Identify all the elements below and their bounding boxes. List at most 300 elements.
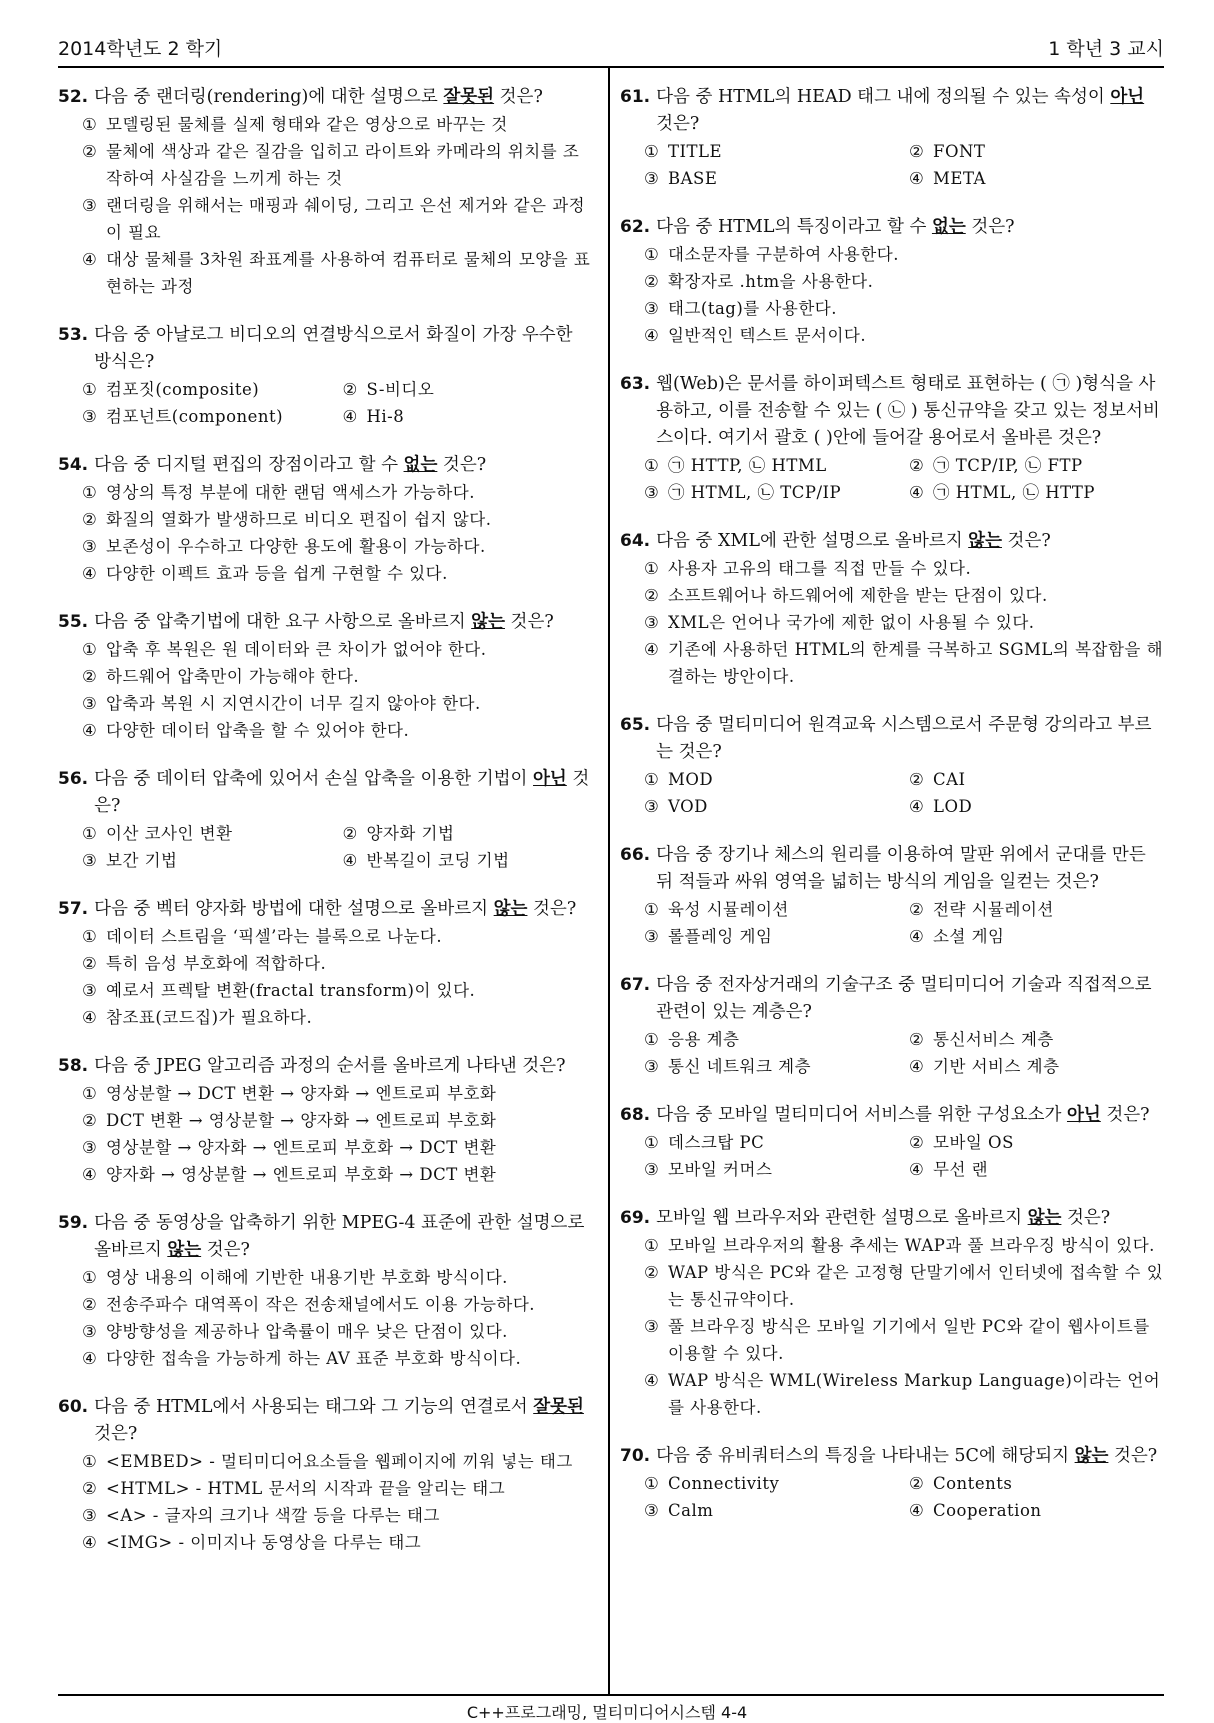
question-text-main: 다음 중 HTML의 특징이라고 할 수 [656,217,932,237]
question-number: 70. [620,1446,651,1466]
option-marker: ④ [644,640,659,659]
answer-option[interactable] [82,820,333,847]
option-marker: ④ [82,721,97,740]
option-marker: ③ [82,851,97,870]
answer-option[interactable] [82,663,593,690]
question-emphasis: 없는 [403,455,438,475]
question [620,1205,1164,1421]
question-text [94,609,593,636]
answer-option[interactable] [82,111,593,138]
option-text: Calm [668,1501,714,1520]
answer-options [620,241,1164,349]
question [58,322,593,430]
option-marker: ④ [909,1160,924,1179]
question-number: 68. [620,1105,651,1125]
option-text: 영상분할 → 양자화 → 엔트로피 부호화 → DCT 변환 [106,1138,497,1157]
answer-option[interactable] [644,609,1164,636]
option-marker: ③ [82,1138,97,1157]
answer-option[interactable] [909,479,1164,506]
option-text: ㉠ HTML, ㉡ TCP/IP [668,483,842,502]
question-text [656,712,1164,766]
answer-option[interactable] [644,241,1164,268]
question-text-tail: 것은? [94,769,590,816]
option-text: S-비디오 [366,380,435,399]
answer-options [58,1264,593,1372]
option-text: 기반 서비스 계층 [933,1057,1060,1076]
question-text-main: 다음 중 유비쿼터스의 특징을 나타내는 5C에 해당되지 [656,1446,1075,1466]
option-text: 통신서비스 계층 [933,1030,1054,1049]
question [58,766,593,874]
option-text: ㉠ HTML, ㉡ HTTP [933,483,1096,502]
question-number: 64. [620,531,651,551]
option-marker: ② [909,1133,924,1152]
option-text: LOD [933,797,973,816]
option-marker: ④ [909,483,924,502]
question-text-main: 다음 중 XML에 관한 설명으로 올바르지 [656,531,969,551]
answer-options [58,1448,593,1556]
option-marker: ① [644,559,659,578]
answer-option[interactable] [644,793,899,820]
answer-option[interactable] [82,923,593,950]
option-text: Contents [933,1474,1013,1493]
option-marker: ② [909,1030,924,1049]
answer-option[interactable] [909,766,1164,793]
option-marker: ④ [82,1165,97,1184]
answer-option[interactable] [82,1107,593,1134]
question-stem [58,84,593,111]
option-marker: ③ [644,299,659,318]
question-number: 67. [620,975,651,995]
option-text: <HTML> - HTML 문서의 시작과 끝을 알리는 태그 [106,1479,506,1498]
option-marker: ② [909,456,924,475]
question [620,84,1164,192]
option-text: 통신 네트워크 계층 [668,1057,812,1076]
question-text-tail: 것은? [201,1240,250,1260]
option-marker: ① [82,1268,97,1287]
option-marker: ② [909,1474,924,1493]
question-text [94,896,593,923]
option-text: Connectivity [668,1474,780,1493]
option-marker: ③ [82,1322,97,1341]
question-text-main: 다음 중 디지털 편집의 장점이라고 할 수 [94,455,404,475]
question [620,371,1164,506]
option-marker: ③ [82,196,97,215]
answer-option[interactable] [644,1232,1164,1259]
answer-option[interactable] [644,1367,1164,1421]
answer-option[interactable] [82,1529,593,1556]
option-text: 태그(tag)를 사용한다. [668,299,837,318]
option-marker: ③ [82,981,97,1000]
column-divider [608,66,610,1694]
option-text: DCT 변환 → 영상분할 → 양자화 → 엔트로피 부호화 [106,1111,497,1130]
option-text: 무선 랜 [933,1160,989,1179]
option-text: 컴포넌트(component) [106,407,284,426]
question-stem [620,1102,1164,1129]
question-stem [620,712,1164,766]
option-text: 특히 음성 부호화에 적합하다. [106,954,327,973]
answer-options [58,636,593,744]
option-text: 모델링된 물체를 실제 형태와 같은 영상으로 바꾸는 것 [106,115,508,134]
question-text [656,1102,1164,1129]
answer-option[interactable] [909,138,1164,165]
answer-option[interactable] [644,555,1164,582]
question-text-main: 다음 중 랜더링(rendering)에 대한 설명으로 [94,87,444,107]
option-marker: ② [909,142,924,161]
answer-option[interactable] [82,847,333,874]
answer-option[interactable] [82,1318,593,1345]
answer-option[interactable] [909,1497,1164,1524]
option-marker: ② [644,1263,659,1282]
answer-option[interactable] [644,138,899,165]
question-stem [58,609,593,636]
answer-option[interactable] [909,452,1164,479]
option-text: 전송주파수 대역폭이 작은 전송채널에서도 이용 가능하다. [106,1295,536,1314]
question-text [656,842,1164,896]
option-text: XML은 언어나 국가에 제한 없이 사용될 수 있다. [668,613,1035,632]
answer-options [620,1026,1164,1080]
option-text: 랜더링을 위해서는 매핑과 쉐이딩, 그리고 은선 제거와 같은 과정이 필요 [106,196,586,242]
option-marker: ② [82,1295,97,1314]
answer-option[interactable] [82,560,593,587]
question-emphasis: 않는 [1074,1446,1109,1466]
question-emphasis: 않는 [968,531,1002,551]
option-text: 다양한 이펙트 효과 등을 쉽게 구현할 수 있다. [106,564,448,583]
option-text: META [933,169,986,188]
answer-option[interactable] [644,1497,899,1524]
question [620,1443,1164,1524]
question-text-main: 웹(Web)은 문서를 하이퍼텍스트 형태로 표현하는 ( ㉠ )형식을 사용하고, 이를 전송할 수 있는 ( ㉡ ) 통신규약을 갖고 있는 정보서비스이다. 여기서 괄호 ( )안에 들어갈 용어로서 올바른 것은? [656,374,1160,448]
option-text: 양자화 기법 [366,824,455,843]
question-text-main: 다음 중 모바일 멀티미디어 서비스를 위한 구성요소가 [656,1105,1067,1125]
answer-option[interactable] [82,1004,593,1031]
question-emphasis: 잘못된 [443,87,495,107]
question-text [94,322,593,376]
option-marker: ① [644,245,659,264]
option-text: <A> - 글자의 크기나 색깔 등을 다루는 태그 [106,1506,440,1525]
option-text: 대소문자를 구분하여 사용한다. [668,245,899,264]
option-marker: ④ [82,250,97,269]
option-text: 영상 내용의 이해에 기반한 내용기반 부호화 방식이다. [106,1268,508,1287]
answer-option[interactable] [644,268,1164,295]
question-text-tail: 것은? [504,612,554,632]
option-text: 모바일 브라우저의 활용 추세는 WAP과 풀 브라우징 방식이 있다. [668,1236,1155,1255]
option-marker: ① [644,1030,659,1049]
answer-option[interactable] [82,479,593,506]
question-number: 56. [58,769,89,789]
option-text: 보간 기법 [106,851,178,870]
page-header [58,34,1164,64]
answer-option[interactable] [343,820,594,847]
answer-option[interactable] [82,1475,593,1502]
option-marker: ③ [644,613,659,632]
answer-option[interactable] [909,1129,1164,1156]
answer-options [58,479,593,587]
option-marker: ② [342,380,358,399]
question-number: 52. [58,87,89,107]
question [58,1210,593,1372]
answer-options [58,376,593,430]
option-text: FONT [933,142,986,161]
question [620,528,1164,690]
question-text [94,452,593,479]
option-marker: ④ [82,564,97,583]
question-text-main: 다음 중 멀티미디어 원격교육 시스템으로서 주문형 강의라고 부르는 것은? [656,715,1152,762]
question-stem [58,452,593,479]
answer-option[interactable] [644,479,899,506]
option-marker: ① [644,142,659,161]
question-number: 54. [58,455,89,475]
question-text [94,1053,593,1080]
option-marker: ① [82,1084,97,1103]
answer-options [620,138,1164,192]
answer-option[interactable] [343,403,594,430]
question-number: 63. [620,374,651,394]
question-number: 58. [58,1056,89,1076]
option-text: Cooperation [933,1501,1042,1520]
question-text-main: 다음 중 압축기법에 대한 요구 사항으로 올바르지 [94,612,472,632]
option-text: 소셜 게임 [933,927,1005,946]
option-text: Hi-8 [366,407,405,426]
question-stem [620,972,1164,1026]
option-text: 사용자 고유의 태그를 직접 만들 수 있다. [668,559,972,578]
question-emphasis: 않는 [1027,1208,1062,1228]
option-text: 압축과 복원 시 지연시간이 너무 길지 않아야 한다. [106,694,481,713]
option-marker: ③ [644,1501,659,1520]
question-text [656,1205,1164,1232]
option-marker: ② [909,900,924,919]
option-marker: ① [644,1474,659,1493]
answer-option[interactable] [82,1448,593,1475]
option-marker: ② [644,586,659,605]
option-text: 하드웨어 압축만이 가능해야 한다. [106,667,360,686]
question-text-main: 다음 중 동영상을 압축하기 위한 MPEG-4 표준에 관한 설명으로 올바르지 [94,1213,585,1260]
answer-option[interactable] [82,690,593,717]
answer-option[interactable] [644,452,899,479]
answer-option[interactable] [82,1345,593,1372]
question-stem [58,896,593,923]
answer-option[interactable] [343,376,594,403]
option-marker: ① [82,824,97,843]
question-emphasis: 잘못된 [533,1397,584,1417]
question-text-tail: 것은? [94,1424,138,1444]
question [620,214,1164,349]
question-text [656,84,1164,138]
option-text: 기존에 사용하던 HTML의 한계를 극복하고 SGML의 복잡함을 해결하는 방안이다. [668,640,1164,686]
question-text-main: 다음 중 장기나 체스의 원리를 이용하여 말판 위에서 군대를 만든 뒤 적들과 싸워 영역을 넓히는 방식의 게임을 일컫는 것은? [656,845,1146,892]
question-emphasis: 않는 [167,1240,202,1260]
option-text: 육성 시뮬레이션 [668,900,789,919]
option-marker: ① [644,900,659,919]
answer-option[interactable] [909,165,1164,192]
answer-option[interactable] [82,1264,593,1291]
answer-option[interactable] [644,636,1164,690]
question-text [656,371,1164,452]
question-text-main: 다음 중 JPEG 알고리즘 과정의 순서를 올바르게 나타낸 것은? [94,1056,566,1076]
option-marker: ③ [644,483,659,502]
answer-option[interactable] [909,896,1164,923]
answer-option[interactable] [644,1156,899,1183]
option-marker: ③ [644,797,659,816]
option-marker: ① [82,483,97,502]
question [58,84,593,300]
question-emphasis: 아닌 [1110,87,1145,107]
question-stem [58,766,593,820]
answer-option[interactable] [909,1053,1164,1080]
answer-option[interactable] [82,1502,593,1529]
question [58,609,593,744]
answer-option[interactable] [82,138,593,192]
answer-option[interactable] [82,533,593,560]
answer-option[interactable] [82,1291,593,1318]
option-marker: ④ [909,927,924,946]
answer-option[interactable] [644,896,899,923]
option-text: 양방향성을 제공하나 압축률이 매우 낮은 단점이 있다. [106,1322,508,1341]
option-text: 이산 코사인 변환 [106,824,233,843]
option-marker: ③ [82,1506,97,1525]
answer-option[interactable] [644,1313,1164,1367]
question-text [94,1210,593,1264]
option-marker: ④ [82,1349,97,1368]
option-text: 반복길이 코딩 기법 [366,851,510,870]
question [620,712,1164,820]
question-stem [620,1443,1164,1470]
answer-options [620,1470,1164,1524]
option-marker: ④ [342,851,358,870]
option-marker: ② [82,954,97,973]
question [620,842,1164,950]
question-stem [620,528,1164,555]
answer-option[interactable] [909,793,1164,820]
answer-option[interactable] [343,847,594,874]
answer-option[interactable] [82,717,593,744]
question [620,1102,1164,1183]
option-marker: ④ [82,1008,97,1027]
option-text: <IMG> - 이미지나 동영상을 다루는 태그 [106,1533,422,1552]
option-text: 소프트웨어나 하드웨어에 제한을 받는 단점이 있다. [668,586,1048,605]
question-text [656,214,1164,241]
header-grade-period: 1 학년 3 교시 [1048,38,1164,60]
option-marker: ① [82,1452,97,1471]
question-text-main: 다음 중 전자상거래의 기술구조 중 멀티미디어 기술과 직접적으로 관련이 있는 계층은? [656,975,1152,1022]
answer-option[interactable] [82,506,593,533]
answer-option[interactable] [644,923,899,950]
option-text: WAP 방식은 WML(Wireless Markup Language)이라는 언어를 사용한다. [668,1371,1161,1417]
question-stem [58,322,593,376]
option-text: 응용 계층 [668,1030,740,1049]
option-text: 모바일 커머스 [668,1160,773,1179]
answer-option[interactable] [82,192,593,246]
answer-option[interactable] [644,1129,899,1156]
option-marker: ④ [909,169,924,188]
option-text: 다양한 접속을 가능하게 하는 AV 표준 부호화 방식이다. [106,1349,522,1368]
question-text-main: 다음 중 데이터 압축에 있어서 손실 압축을 이용한 기법이 [94,769,534,789]
option-marker: ② [909,770,924,789]
option-marker: ① [82,640,97,659]
answer-option[interactable] [644,1259,1164,1313]
answer-option[interactable] [909,1156,1164,1183]
option-text: TITLE [668,142,723,161]
answer-options [620,452,1164,506]
answer-option[interactable] [82,246,593,300]
option-marker: ③ [644,1160,659,1179]
answer-option[interactable] [82,1134,593,1161]
answer-option[interactable] [644,1026,899,1053]
answer-option[interactable] [82,1161,593,1188]
question-emphasis: 않는 [493,899,528,919]
option-marker: ④ [909,1501,924,1520]
answer-option[interactable] [644,165,899,192]
option-marker: ③ [644,169,659,188]
option-marker: ③ [82,537,97,556]
option-text: 풀 브라우징 방식은 모바일 기기에서 일반 PC와 같이 웹사이트를 이용할 수 있다. [668,1317,1150,1363]
answer-option[interactable] [82,977,593,1004]
question-stem [58,1394,593,1448]
option-marker: ① [644,1133,659,1152]
option-text: CAI [933,770,966,789]
option-marker: ② [82,667,97,686]
footer-rule [58,1694,1164,1696]
question-number: 61. [620,87,651,107]
question-text [656,528,1164,555]
question-number: 57. [58,899,89,919]
answer-option[interactable] [909,1026,1164,1053]
question-text-main: 다음 중 벡터 양자화 방법에 대한 설명으로 올바르지 [94,899,494,919]
answer-option[interactable] [644,766,899,793]
answer-option[interactable] [644,1470,899,1497]
option-text: ㉠ TCP/IP, ㉡ FTP [933,456,1083,475]
option-text: 컴포짓(composite) [106,380,260,399]
question [58,1394,593,1556]
option-text: 대상 물체를 3차원 좌표계를 사용하여 컴퓨터로 물체의 모양을 표현하는 과정 [106,250,591,296]
question-text-tail: 것은? [437,455,487,475]
answer-option[interactable] [909,923,1164,950]
option-marker: ④ [644,326,659,345]
answer-options [620,1232,1164,1421]
answer-option[interactable] [644,582,1164,609]
answer-options [58,820,593,874]
question-number: 65. [620,715,651,735]
answer-option[interactable] [644,1053,899,1080]
answer-option[interactable] [82,376,333,403]
option-text: 확장자로 .htm을 사용한다. [668,272,874,291]
option-text: 다양한 데이터 압축을 할 수 있어야 한다. [106,721,410,740]
option-marker: ④ [909,1057,924,1076]
option-marker: ② [82,510,97,529]
question-emphasis: 없는 [931,217,966,237]
question-number: 60. [58,1397,89,1417]
answer-option[interactable] [82,403,333,430]
option-text: 참조표(코드집)가 필요하다. [106,1008,313,1027]
option-marker: ④ [909,797,924,816]
question [58,452,593,587]
option-marker: ② [82,142,97,161]
option-marker: ② [644,272,659,291]
answer-option[interactable] [909,1470,1164,1497]
answer-option[interactable] [82,636,593,663]
option-marker: ④ [342,407,358,426]
answer-option[interactable] [644,322,1164,349]
option-text: 화질의 열화가 발생하므로 비디오 편집이 쉽지 않다. [106,510,492,529]
option-text: 예로서 프렉탈 변환(fractal transform)이 있다. [106,981,476,1000]
option-text: MOD [668,770,714,789]
answer-option[interactable] [82,1080,593,1107]
right-column [620,84,1164,1546]
answer-option[interactable] [82,950,593,977]
question-text-tail: 것은? [1061,1208,1111,1228]
answer-option[interactable] [644,295,1164,322]
question-text-tail: 것은? [494,87,543,107]
question-stem [58,1210,593,1264]
